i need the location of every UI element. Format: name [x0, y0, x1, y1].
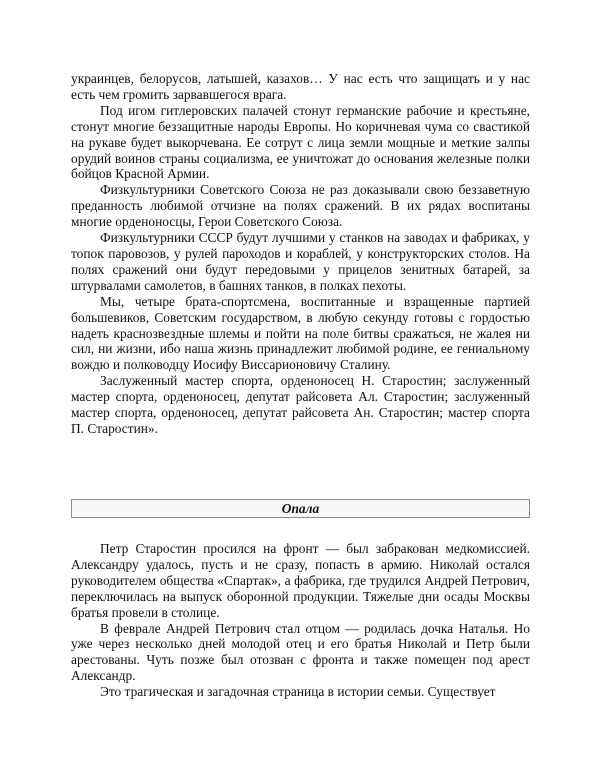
- paragraph: украинцев, белорусов, латышей, казахов… У нас есть что защищать и у нас есть чем громить зарвавшегося врага.: [71, 71, 530, 102]
- paragraph: Под игом гитлеровских палачей стонут германские рабочие и крестьяне, стонут многие беззащитные народы Европы. Но коричневая чума со свастикой на рукаве будет выкорчевана. Ее сотрут с лица земли мощные и меткие залпы орудий воинов страны социализма, ее уничтожат до основания железные полки бойцов Красной Армии.: [71, 102, 530, 182]
- paragraph: Это трагическая и загадочная страница в истории семьи. Существует: [100, 684, 496, 700]
- paragraph: В феврале Андрей Петрович стал отцом — родилась дочка Наталья. Но уже через несколько дней молодой отец и его братья Николай и Петр были арестованы. Чуть позже был отозван с фронта и также помещен под арест Александр.: [71, 620, 530, 684]
- text-block-top: [71, 71, 530, 437]
- paragraph: Заслуженный мастер спорта, орденоносец Н. Старостин; заслуженный мастер спорта, орденоносец, депутат райсовета Ал. Старостин; заслуженный мастер спорта, орденоносец, депутат райсовета Ан. Старостин; мастер спорта П. Старостин».: [71, 373, 530, 436]
- paragraph: Физкультурники Советского Союза не раз доказывали свою беззаветную преданность любимой отчизне на полях сражений. В их рядах воспитаны многие орденоносцы, Герои Советского Союза.: [71, 182, 530, 230]
- paragraph: Мы, четыре брата-спортсмена, воспитанные и взращенные партией большевиков, Советским государством, в любую секунду готовы с гордостью надеть краснозвездные шлемы и пойти на поле битвы сражаться, не жалея ни сил, ни жизни, ибо наша жизнь принадлежит любимой родине, ее гениальному вождю и полководцу Иосифу Виссарионовичу Сталину.: [71, 293, 530, 373]
- paragraph: Петр Старостин просился на фронт — был забракован медкомиссией. Александру удалось, пусть и не сразу, попасть в армию. Николай остался руководителем общества «Спартак», а фабрика, где трудился Андрей Петрович, переключилась на выпуск оборонной продукции. Тяжелые дни осады Москвы братья провели в столице.: [71, 541, 530, 620]
- section-heading: Опала: [71, 499, 530, 518]
- text-block-bottom: [71, 541, 530, 700]
- paragraph: Физкультурники СССР будут лучшими у станков на заводах и фабриках, у топок паровозов, у рулей пароходов и кораблей, у конструкторских столов. На полях сражений они будут передовыми у прицелов зенитных батарей, за штурвалами самолетов, в башнях танков, в полках пехоты.: [71, 230, 530, 293]
